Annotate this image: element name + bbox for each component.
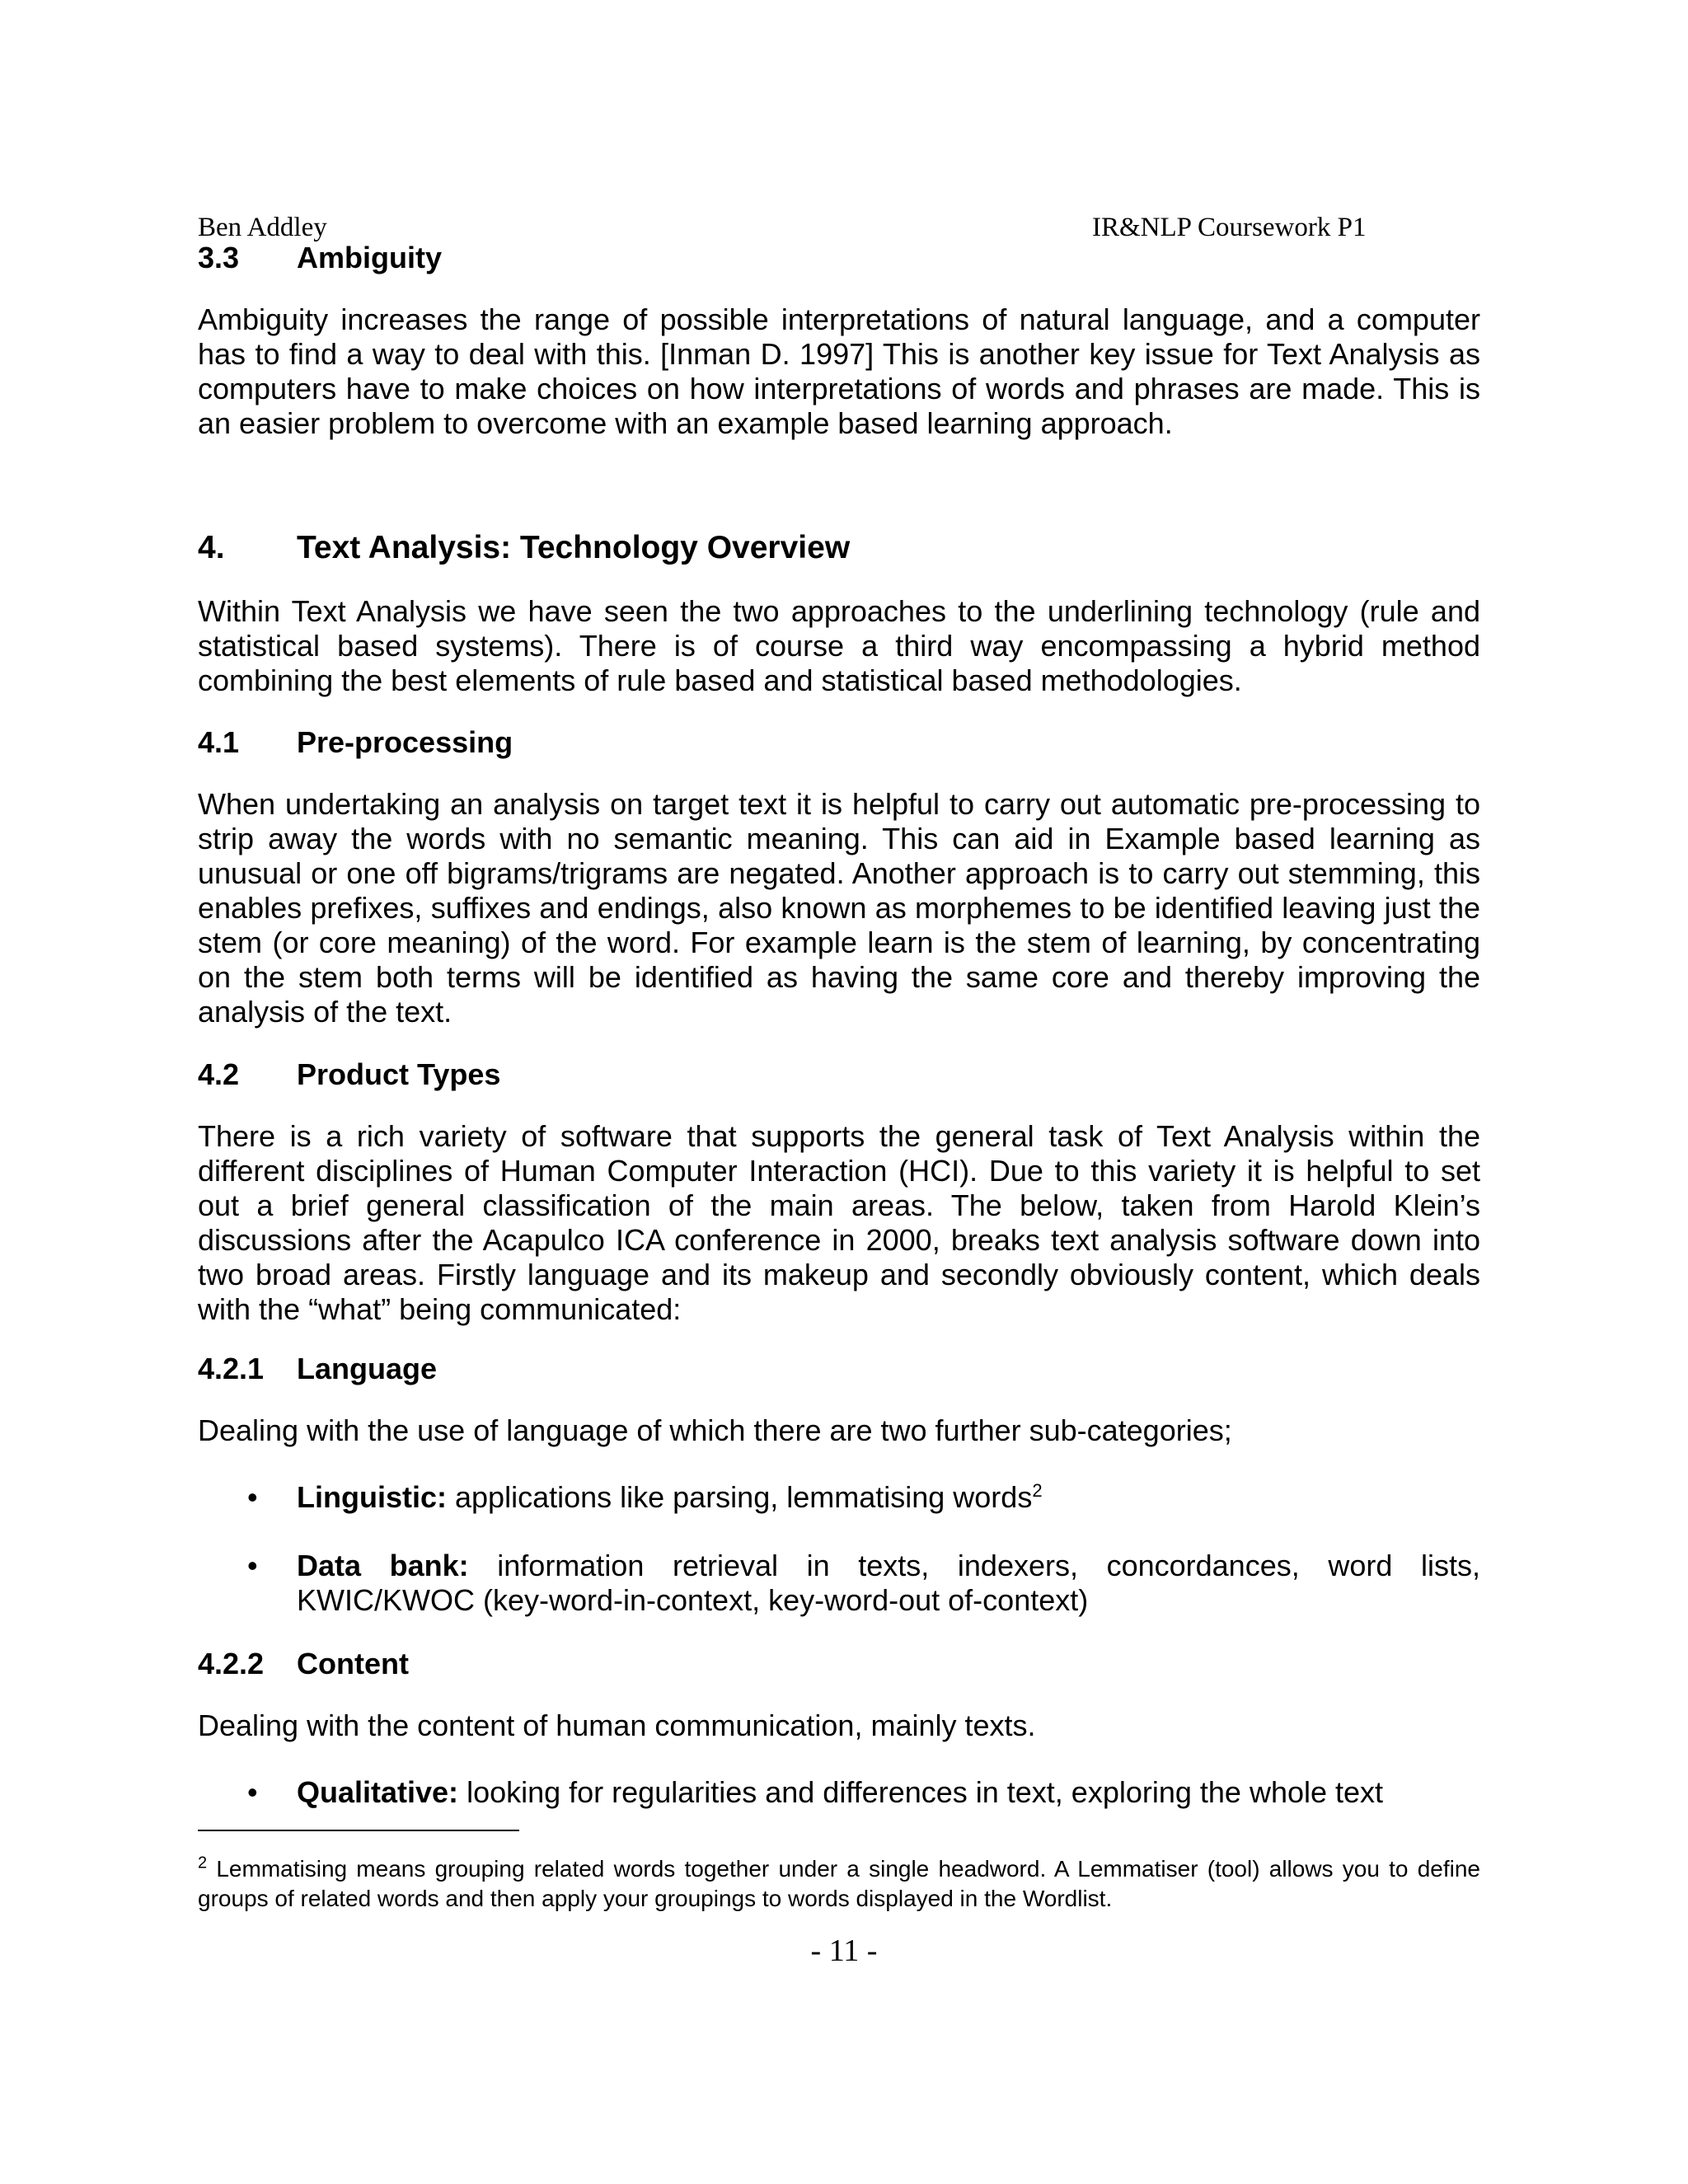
footnote-divider (198, 1830, 519, 1831)
bullet-icon: • (247, 1480, 258, 1514)
footnote: $^2$ Lemmatising means grouping related words together under a single headword. A Lemmatiser (tool) allows you to define groups of related words and then apply your groupings to words displayed in the Wordlist. (198, 1854, 1481, 1911)
paragraph-pre-processing: When undertaking an analysis on target text it is helpful to carry out automatic pre-processing to strip away the words with no semantic meaning. This can aid in Example based learning as unusual or one off bigrams/trigrams are negated. Another approach is to carry out stemming, this enables prefixes, suffixes and endings, also known as morphemes to be identified leaving just the stem (or core meaning) of the word. For example learn is the stem of learning, by concentrating on the stem both terms will be identified as having the same core and thereby improving the analysis of the text. (198, 787, 1480, 1029)
list-item: • Qualitative: looking for regularities and differences in text, exploring the whole text (247, 1775, 1384, 1809)
heading-4-2-1: 4.2.1 Language (198, 1352, 438, 1385)
heading-3-3: 3.3 Ambiguity (198, 241, 442, 274)
footnote-number: 2 (198, 1854, 208, 1872)
header-author: Ben Addley (198, 213, 327, 242)
paragraph-content: Dealing with the content of human communication, mainly texts. (198, 1708, 1036, 1742)
heading-4-1: 4.1 Pre-processing (198, 725, 513, 759)
bullet-icon: • (247, 1775, 258, 1809)
heading-4-2: 4.2 Product Types (198, 1057, 501, 1091)
header-course: IR&NLP Coursework P1 (1092, 213, 1367, 242)
page-number: - 11 - (810, 1933, 878, 1968)
bullet-icon: • (247, 1549, 258, 1582)
paragraph-technology-overview: Within Text Analysis we have seen the two approaches to the underlining technology (rule and statistical based systems). There is of course a third way encompassing a hybrid method combining the best elements of rule based and statistical based methodologies. (198, 594, 1480, 697)
list-item: • Linguistic: applications like parsing, lemmatising words$^2$ (247, 1480, 1043, 1514)
footnote-ref: 2 (1032, 1480, 1043, 1501)
paragraph-language: Dealing with the use of language of which there are two further sub-categories; (198, 1413, 1232, 1447)
paragraph-product-types: There is a rich variety of software that supports the general task of Text Analysis within the different disciplines of Human Computer Interaction (HCI). Due to this variety it is helpful to set out a brief general classification of the main areas. The below, taken from Harold Klein’s discussions after the Acapulco ICA conference in 2000, breaks text analysis software down into two broad areas. Firstly language and its makeup and secondly obviously content, which deals with the “what” being communicated: (198, 1119, 1480, 1326)
list-item: • Data bank: information retrieval in texts, indexers, concordances, word lists, KWIC/KWOC (key-word-in-context, key-word-out of-context) (247, 1549, 1480, 1617)
paragraph-ambiguity: Ambiguity increases the range of possible interpretations of natural language, and a computer has to find a way to deal with this. [Inman D. 1997] This is another key issue for Text Analysis as computers have to make choices on how interpretations of words and phrases are made. This is an easier problem to overcome with an example based learning approach. (198, 302, 1480, 440)
heading-4: 4. Text Analysis: Technology Overview (198, 530, 851, 565)
heading-4-2-2: 4.2.2 Content (198, 1647, 409, 1680)
